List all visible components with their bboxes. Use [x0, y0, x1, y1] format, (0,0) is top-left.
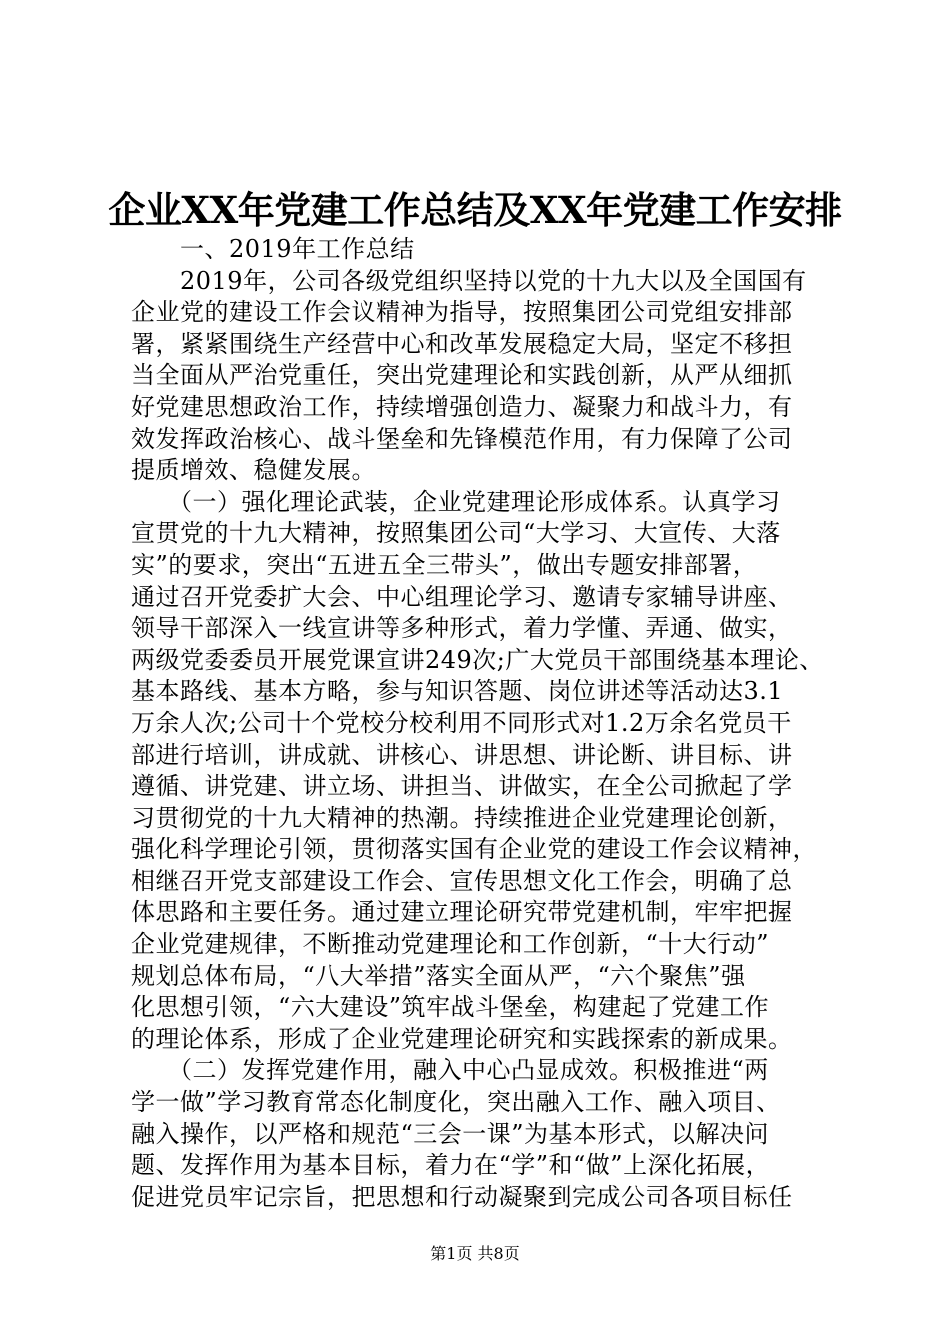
text-line: 署，紧紧围绕生产经营中心和改革发展稳定大局，坚定不移担 — [131, 329, 793, 358]
text-line: 习贯彻党的十九大精神的热潮。持续推进企业党建理论创新， — [131, 803, 793, 832]
document-body — [131, 234, 831, 1213]
text-line: 领导干部深入一线宣讲等多种形式，着力学懂、弄通、做实， — [131, 614, 793, 643]
text-line: 2019年，公司各级党组织坚持以党的十九大以及全国国有 — [131, 266, 807, 295]
text-line: 宣贯党的十九大精神，按照集团公司“大学习、大宣传、大落 — [131, 519, 781, 548]
text-line: 促进党员牢记宗旨，把思想和行动凝聚到完成公司各项目标任 — [131, 1182, 793, 1211]
document-title: 企业XX年党建工作总结及XX年党建工作安排 — [108, 188, 842, 232]
page-footer: 第1页 共8页 — [430, 1244, 520, 1263]
text-line: 通过召开党委扩大会、中心组理论学习、邀请专家辅导讲座、 — [131, 582, 793, 611]
text-line: 企业党建规律，不断推动党建理论和工作创新，“十大行动” — [131, 930, 770, 959]
text-line: 基本路线、基本方略，参与知识答题、岗位讲述等活动达3.1 — [131, 677, 784, 706]
text-line: 相继召开党支部建设工作会、宣传思想文化工作会，明确了总 — [131, 866, 793, 895]
text-line: 化思想引领，“六大建设”筑牢战斗堡垒，构建起了党建工作 — [131, 993, 770, 1022]
text-line: 实”的要求，突出“五进五全三带头”，做出专题安排部署， — [131, 550, 758, 579]
text-line: 遵循、讲党建、讲立场、讲担当、讲做实，在全公司掀起了学 — [131, 772, 793, 801]
text-line: 学一做”学习教育常态化制度化，突出融入工作、融入项目、 — [131, 1088, 781, 1117]
text-line: 效发挥政治核心、战斗堡垒和先锋模范作用，有力保障了公司 — [131, 424, 793, 453]
text-line: 两级党委委员开展党课宣讲249次;广大党员干部围绕基本理论、 — [131, 645, 824, 674]
text-line: 体思路和主要任务。通过建立理论研究带党建机制，牢牢把握 — [131, 898, 793, 927]
text-line: 规划总体布局，“八大举措”落实全面从严，“六个聚焦”强 — [131, 961, 746, 990]
text-line: （二）发挥党建作用，融入中心凸显成效。积极推进“两 — [131, 1056, 769, 1085]
text-line: 一、2019年工作总结 — [131, 235, 415, 263]
text-line: 融入操作，以严格和规范“三会一课”为基本形式，以解决问 — [131, 1119, 770, 1148]
text-line: 好党建思想政治工作，持续增强创造力、凝聚力和战斗力，有 — [131, 392, 793, 421]
text-line: 部进行培训，讲成就、讲核心、讲思想、讲论断、讲目标、讲 — [131, 740, 793, 769]
text-line: （一）强化理论武装，企业党建理论形成体系。认真学习 — [131, 487, 781, 516]
text-line: 题、发挥作用为基本目标，着力在“学”和“做”上深化拓展， — [131, 1151, 771, 1180]
text-line: 万余人次;公司十个党校分校利用不同形式对1.2万余名党员干 — [131, 708, 792, 737]
text-line: 当全面从严治党重任，突出党建理论和实践创新，从严从细抓 — [131, 361, 793, 390]
text-line: 的理论体系，形成了企业党建理论研究和实践探索的新成果。 — [131, 1024, 793, 1053]
text-line: 提质增效、稳健发展。 — [131, 456, 376, 485]
text-line: 强化科学理论引领，贯彻落实国有企业党的建设工作会议精神， — [131, 835, 817, 864]
text-line: 企业党的建设工作会议精神为指导，按照集团公司党组安排部 — [131, 298, 793, 327]
